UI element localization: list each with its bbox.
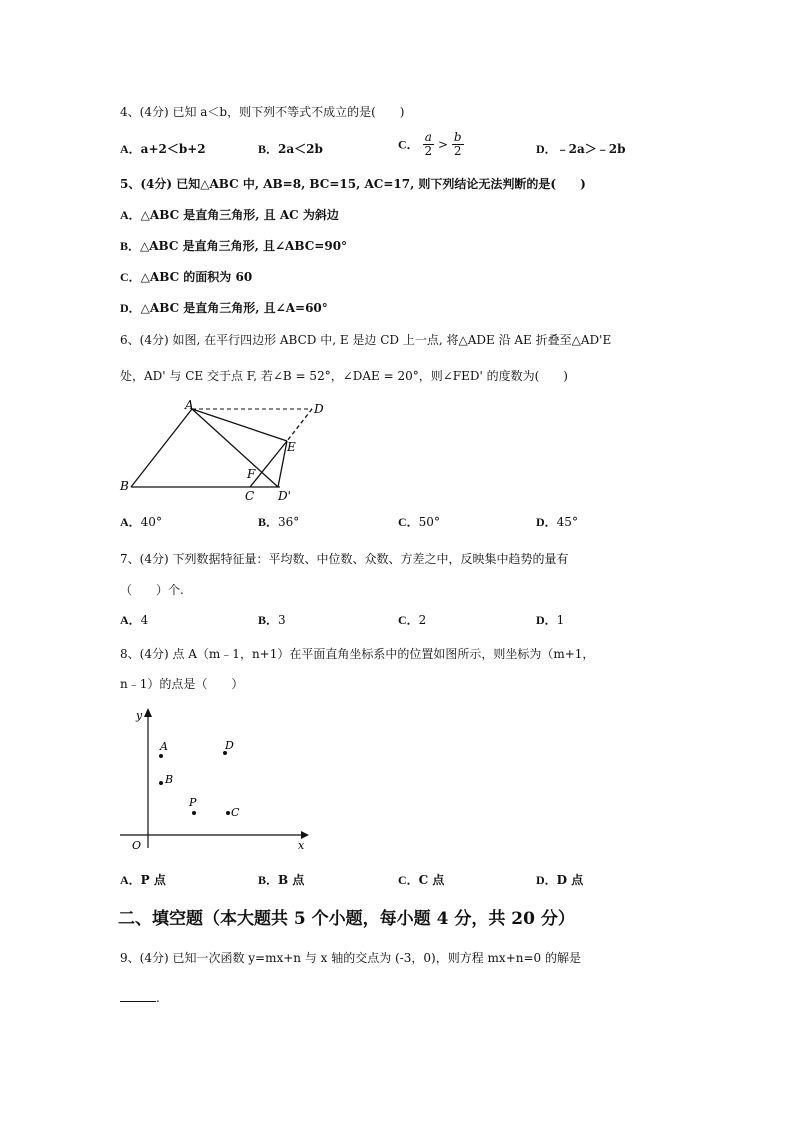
point-p-label: P (189, 796, 197, 809)
option-text: ﹣2a＞﹣2b (556, 142, 626, 156)
q8-stem-line2: n﹣1）的点是（ ） (120, 677, 244, 691)
q8-option-a[interactable]: A．P 点 (120, 873, 166, 887)
section-heading: 二、填空题（本大题共 5 个小题，每小题 4 分，共 20 分） (118, 909, 575, 929)
label-b: B (120, 479, 129, 493)
q7-stem-line2: （ ）个. (120, 583, 184, 597)
q7-stem-line1: 7、(4分) 下列数据特征量：平均数、中位数、众数、方差之中，反映集中趋势的量有 (120, 552, 569, 566)
q4-option-c[interactable]: C． $\frac{a}{2}$ > $\frac{b}{2}$ (398, 130, 462, 158)
q8-stem-line1: 8、(4分) 点 A（m﹣1，n+1）在平面直角坐标系中的位置如图所示，则坐标为（m+1， (120, 647, 595, 661)
q9-answer-blank[interactable]: . (120, 990, 160, 1006)
point-c-label: C (231, 806, 240, 819)
label-d-prime: D' (278, 489, 291, 503)
q7-option-d[interactable]: D．1 (536, 613, 565, 627)
q5-option-a[interactable]: A．△ABC 是直角三角形, 且 AC 为斜边 (120, 208, 339, 222)
q7-option-a[interactable]: A．4 (120, 613, 149, 627)
q4-option-b[interactable] (258, 141, 323, 157)
q8-option-b[interactable]: B．B 点 (258, 873, 305, 887)
option-letter: B． (258, 142, 279, 156)
point-a (159, 754, 163, 758)
q5-option-c[interactable]: C．△ABC 的面积为 60 (120, 270, 253, 284)
option-text: 2a＜2b (278, 142, 323, 156)
q7-option-c[interactable]: C．2 (398, 613, 427, 627)
label-a: A (185, 398, 194, 412)
q6-stem-line2: 处，AD' 与 CE 交于点 F, 若∠B = 52°，∠DAE = 20°，则∠FED' 的度数为( ) (120, 369, 568, 383)
q5-option-b[interactable]: B．△ABC 是直角三角形, 且∠ABC=90° (120, 239, 348, 253)
q4-stem: 4、(4分) 已知 a＜b，则下列不等式不成立的是( ) (120, 105, 405, 119)
point-c (226, 811, 230, 815)
axis-x-label: x (298, 839, 305, 852)
q5-stem: 5、(4分) 已知△ABC 中, AB=8, BC=15, AC=17, 则下列结论无法判断的是( ) (120, 177, 586, 191)
q7-option-b[interactable]: B．3 (258, 613, 286, 627)
q4-option-d[interactable] (536, 141, 626, 157)
fraction-b-over-2: $\frac{b}{2}$ (453, 130, 462, 158)
coordinate-figure (115, 703, 315, 853)
point-a-label: A (160, 740, 168, 753)
q6-stem-line1: 6、(4分) 如图, 在平行四边形 ABCD 中, E 是边 CD 上一点, 将△ADE 沿 AE 折叠至△AD'E (120, 333, 612, 347)
q5-option-d[interactable]: D．△ABC 是直角三角形, 且∠A=60° (120, 301, 328, 315)
option-text: a+2＜b+2 (140, 142, 206, 156)
label-d: D (314, 402, 324, 416)
point-d-label: D (225, 739, 234, 752)
q6-option-c[interactable]: C．50° (398, 515, 440, 529)
origin-label: O (132, 839, 142, 852)
option-letter: C． (398, 137, 419, 152)
answer-blank-line[interactable] (120, 1001, 156, 1002)
option-letter: D． (536, 142, 557, 156)
axis-y-label: y (136, 709, 143, 722)
q6-option-d[interactable]: D．45° (536, 515, 578, 529)
fraction-a-over-2: $\frac{a}{2}$ (424, 130, 433, 158)
point-p (192, 811, 196, 815)
parallelogram-figure (115, 398, 335, 508)
label-c: C (245, 489, 255, 503)
q8-option-d[interactable]: D．D 点 (536, 873, 584, 887)
q6-option-b[interactable]: B．36° (258, 515, 300, 529)
q6-option-a[interactable]: A．40° (120, 515, 162, 529)
point-b-label: B (165, 773, 174, 786)
label-f: F (247, 467, 256, 481)
point-b (159, 781, 163, 785)
option-letter: A． (120, 142, 141, 156)
label-e: E (287, 440, 296, 454)
q8-option-c[interactable]: C．C 点 (398, 873, 445, 887)
q4-option-a[interactable] (120, 141, 206, 157)
q9-stem: 9、(4分) 已知一次函数 y=mx+n 与 x 轴的交点为 (-3，0)，则方程 mx+n=0 的解是 (120, 951, 581, 965)
